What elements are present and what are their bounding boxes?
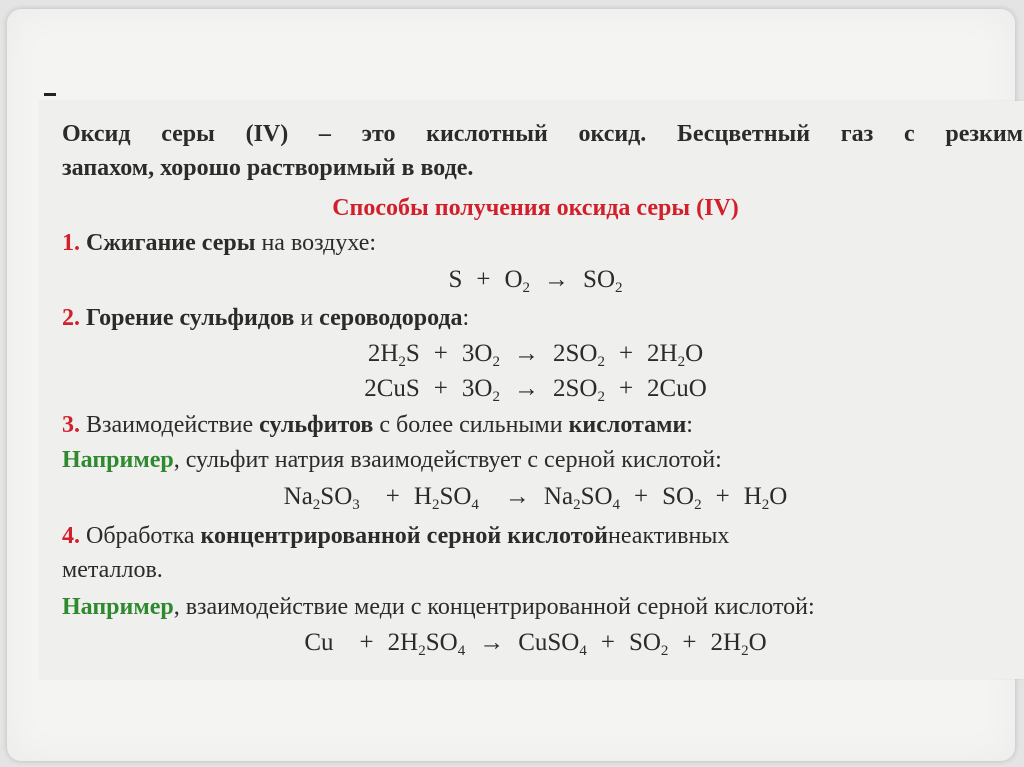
method-3: 3. Взаимодействие сульфитов с более сильными кислотами: (62, 412, 693, 438)
method-2: 2. Горение сульфидов и сероводорода: (62, 305, 470, 331)
intro-line-1: Оксид серы (IV) – это кислотный оксид. Бесцветный газ с резким (62, 121, 1023, 147)
content-panel (40, 101, 1024, 679)
slide (7, 9, 1023, 761)
equation-4: $Na_2SO_3 + H_2SO_4 \to Na_2SO_4 + SO_2 + H_2O$ (283, 483, 788, 513)
equation-2: $2H_2S + 3O_2 \to 2SO_2 + 2H_2O$ (367, 340, 704, 370)
example-2: Например, взаимодействие меди с концентрированной серной кислотой: (62, 594, 815, 620)
intro-line-2: запахом, хорошо растворимый в воде. (62, 155, 474, 181)
title-placeholder-dash (44, 93, 56, 96)
method-4-line-2: металлов. (62, 557, 163, 583)
equation-1: $S + O_2 \to SO_2$ (448, 266, 623, 296)
section-title: Способы получения оксида серы (IV) (332, 195, 739, 221)
method-1: 1. Сжигание серы на воздухе: (62, 230, 377, 256)
equation-5: $Cu + 2H_2SO_4$ → CuSO$_4$ + $SO_2 + 2H_2O$ (304, 629, 767, 659)
example-1: Например, сульфит натрия взаимодействует с серной кислотой: (62, 447, 722, 473)
method-4: 4. Обработка концентрированной серной кислотойнеактивных (62, 523, 730, 549)
equation-3: $2CuS + 3O_2 \to 2SO_2 + 2CuO$ (364, 375, 707, 405)
